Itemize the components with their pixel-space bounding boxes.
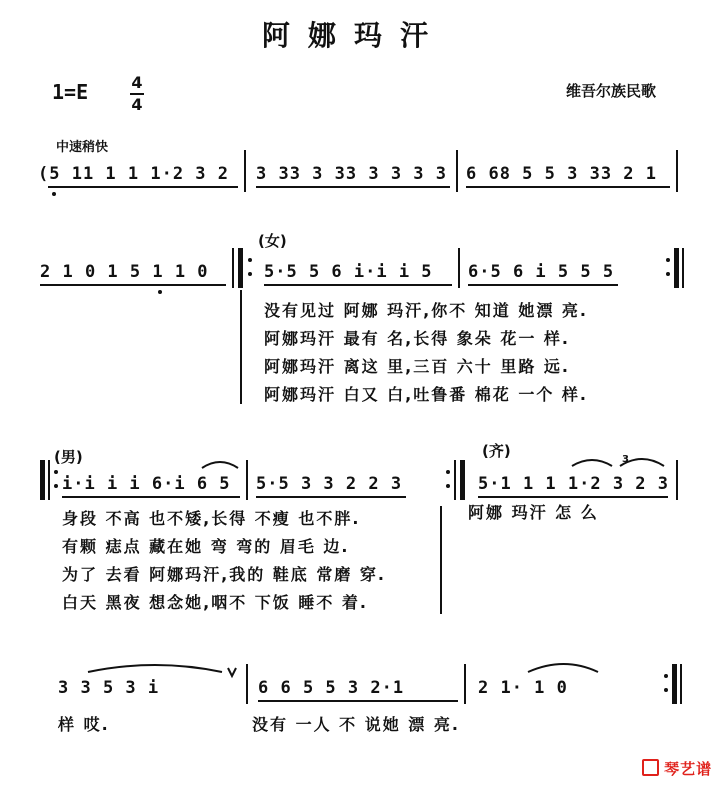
lyric-verse-1: 没有见过 阿娜 玛汗,你不 知道 她漂 亮. — [264, 301, 589, 320]
lyric-verse-4: 白天 黑夜 想念她,咽不 下饭 睡不 着. — [62, 593, 369, 612]
voice-label-male: (男) — [54, 448, 83, 466]
lyric-ending-left: 样 哎. — [58, 715, 110, 734]
notation-measure-4: 5·5 5 6 i·i i 5 — [264, 262, 433, 282]
tempo-marking: 中速稍快 — [56, 140, 109, 155]
lyric-verse-1: 身段 不高 也不矮,长得 不瘦 也不胖. — [62, 509, 361, 528]
notation-measure-9: 3 3 5 3 i — [58, 678, 160, 698]
breath-mark — [228, 668, 236, 676]
lyric-verse-2: 有颗 痣点 藏在她 弯 弯的 眉毛 边. — [62, 537, 350, 556]
slur-arc — [88, 665, 222, 672]
site-logo — [642, 758, 712, 779]
slur-arc — [202, 462, 238, 468]
notation-measure-10: 6 6 5 5 3 2·1 — [258, 678, 405, 698]
slur-arc — [620, 459, 664, 466]
notation-measure-2: 3 33 3 33 3 3 3 3 — [256, 164, 447, 184]
notation-measure-6: i·i i i 6·i 6 5 — [62, 474, 231, 494]
slur-arc — [528, 664, 598, 672]
page-title: 阿娜玛汗 — [262, 19, 447, 52]
triplet-mark: 3 — [622, 454, 629, 465]
notation-measure-1: (5 11 1 1 1·2 3 2 — [38, 164, 229, 184]
notation-measure-5: 6·5 6 i 5 5 5 — [468, 262, 615, 282]
lyric-verse-3: 为了 去看 阿娜玛汗,我的 鞋底 常磨 穿. — [62, 565, 387, 584]
logo-icon — [642, 759, 659, 776]
key-signature: 1=E — [52, 80, 89, 104]
notation-measure-7: 5·5 3 3 2 2 3 — [256, 474, 403, 494]
voice-label-female: (女) — [258, 232, 287, 250]
song-source: 维吾尔族民歌 — [566, 82, 657, 100]
notation-intro-tail: 2 1 0 1 5 1 1 0 — [40, 262, 209, 282]
slur-arc — [572, 460, 612, 466]
voice-label-together: (齐) — [482, 442, 511, 460]
notation-measure-8: 5·1 1 1 1·2 3 2 3 — [478, 474, 669, 494]
lyric-verse-3: 阿娜玛汗 离这 里,三百 六十 里路 远. — [264, 357, 571, 376]
time-signature-bottom: 4 — [131, 95, 143, 114]
logo-text: 琴艺谱 — [664, 760, 713, 778]
notation-measure-3: 6 68 5 5 3 33 2 1 — [466, 164, 657, 184]
lyric-ending-right: 没有 一人 不 说她 漂 亮. — [252, 715, 460, 734]
time-signature-top: 4 — [131, 73, 143, 92]
lyric-verse-4: 阿娜玛汗 白又 白,吐鲁番 棉花 一个 样. — [264, 385, 589, 404]
notation-measure-11: 2 1· 1 0 — [478, 678, 568, 698]
lyric-verse-2: 阿娜玛汗 最有 名,长得 象朵 花一 样. — [264, 329, 571, 348]
lyric-chorus: 阿娜 玛汗 怎 么 — [468, 503, 599, 522]
